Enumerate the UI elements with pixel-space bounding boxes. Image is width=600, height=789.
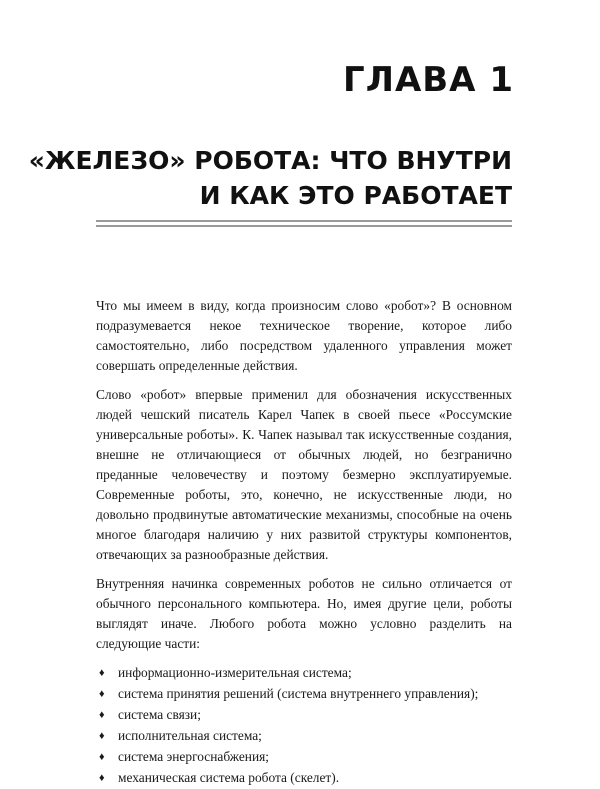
diamond-bullet-icon: ♦ bbox=[99, 688, 105, 700]
diamond-bullet-icon: ♦ bbox=[99, 730, 105, 742]
diamond-bullet-icon: ♦ bbox=[99, 667, 105, 679]
chapter-label: ГЛАВА 1 bbox=[343, 60, 514, 100]
diamond-bullet-icon: ♦ bbox=[99, 709, 105, 721]
list-item bbox=[96, 768, 512, 788]
title-divider-bottom bbox=[96, 225, 512, 227]
robot-parts-list bbox=[96, 663, 512, 788]
list-item bbox=[96, 705, 512, 725]
list-item-text: система связи; bbox=[118, 707, 201, 722]
list-item-text: информационно-измерительная система; bbox=[118, 665, 352, 680]
list-item bbox=[96, 726, 512, 746]
list-item-text: исполнительная система; bbox=[118, 728, 262, 743]
list-item bbox=[96, 663, 512, 683]
chapter-title-line-1: «ЖЕЛЕЗО» РОБОТА: ЧТО ВНУТРИ bbox=[28, 146, 512, 175]
diamond-bullet-icon: ♦ bbox=[99, 751, 105, 763]
chapter-title bbox=[29, 143, 512, 213]
list-item bbox=[96, 747, 512, 767]
list-item-text: система энергоснабжения; bbox=[118, 749, 270, 764]
paragraph-2: Слово «робот» впервые применил для обозначения искусственных людей чешский писатель Карел Чапек в своей пьесе «Россумские универсальные роботы». К. Чапек называл так искусственные создания, внешне не отличающиеся от обычных людей, но безгранично преданные человечеству и поэтому безмерно эксплуатируемые. Современные роботы, это, конечно, не искусственные люди, но довольно продвинутые автоматические механизмы, способные на очень многое благодаря наличию у них развитой структуры компонентов, отвечающих за разнообразные действия. bbox=[96, 387, 512, 562]
list-item bbox=[96, 684, 512, 704]
chapter-title-line-2: И КАК ЭТО РАБОТАЕТ bbox=[199, 181, 512, 210]
paragraph-3: Внутренняя начинка современных роботов не сильно отличается от обычного персонального компьютера. Но, имея другие цели, роботы выглядят иначе. Любого робота можно условно разделить на следующие части: bbox=[96, 576, 512, 651]
list-item-text: система принятия решений (система внутреннего управления); bbox=[118, 686, 479, 701]
title-divider-top bbox=[96, 220, 512, 222]
body-text bbox=[96, 296, 512, 789]
diamond-bullet-icon: ♦ bbox=[99, 772, 105, 784]
paragraph-1: Что мы имеем в виду, когда произносим слово «робот»? В основном подразумевается некое техническое творение, которое либо самостоятельно, либо посредством удаленного управления может совершать определенные действия. bbox=[96, 298, 512, 373]
list-item-text: механическая система робота (скелет). bbox=[118, 770, 340, 785]
